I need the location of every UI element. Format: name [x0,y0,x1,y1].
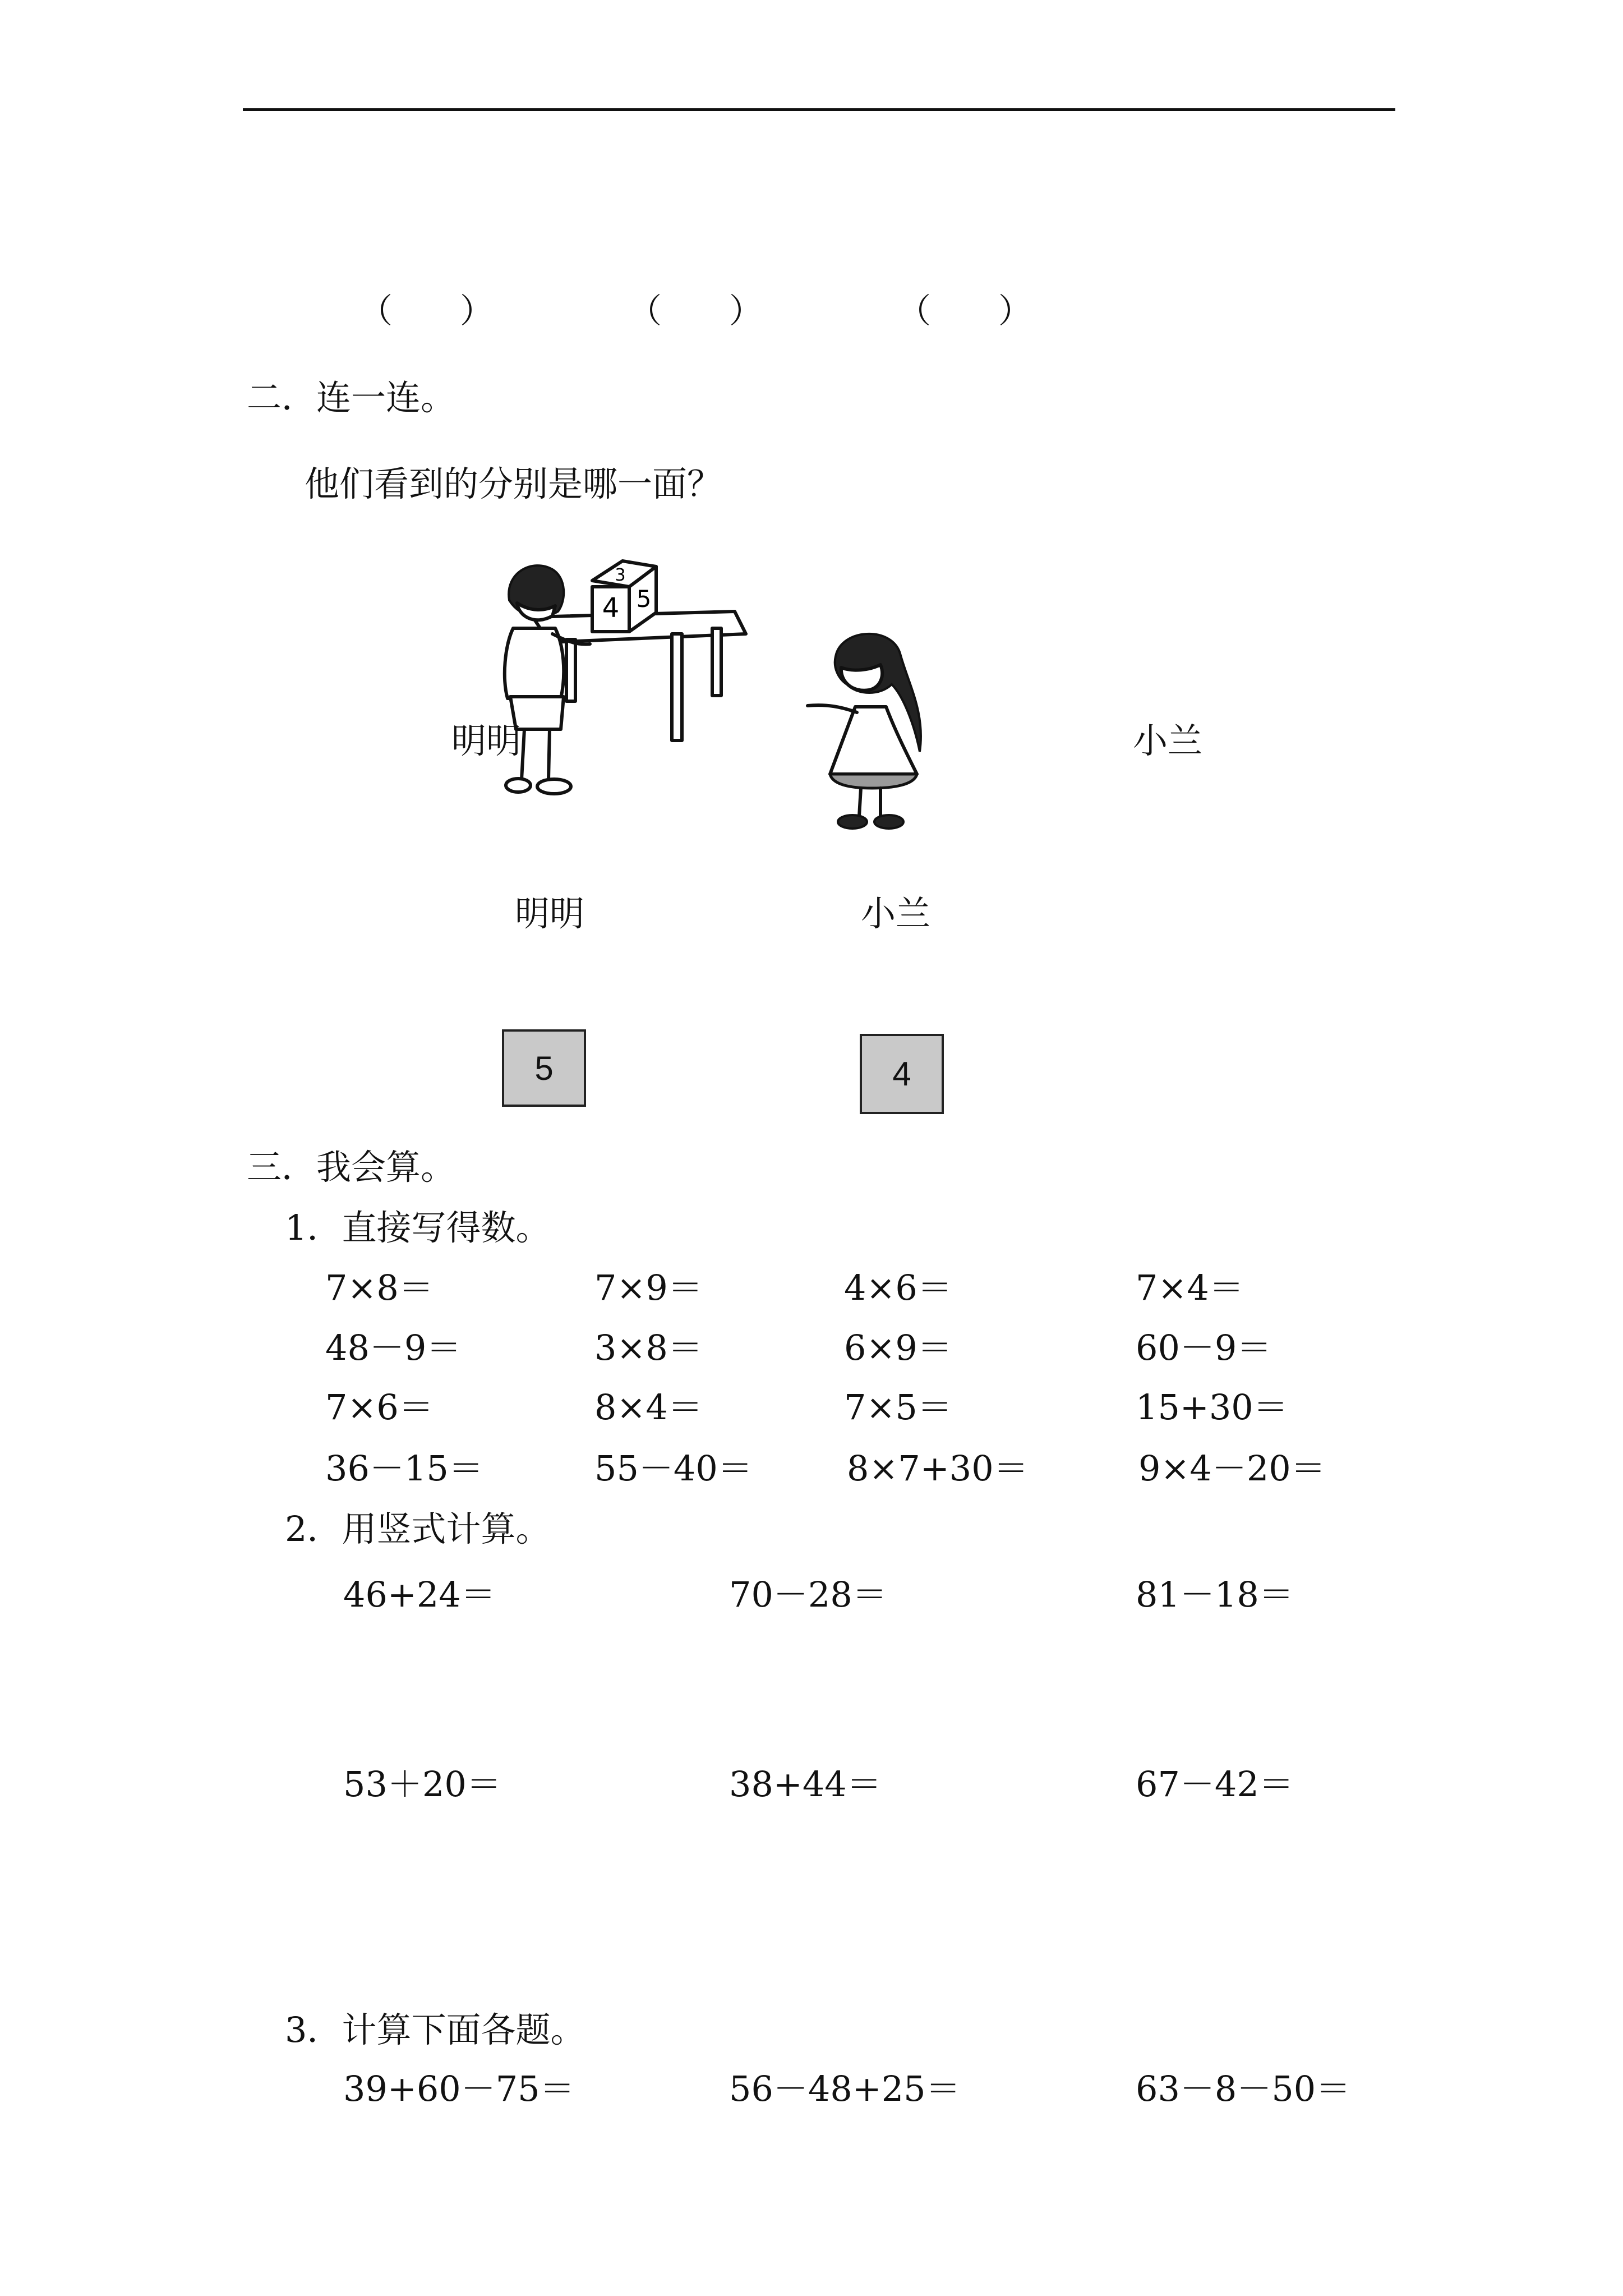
oral-problem: 7×8＝ [325,1267,434,1308]
oral-problem: 7×4＝ [1136,1267,1244,1308]
cube-top-number: 3 [615,565,626,585]
boy-legs [522,729,550,780]
girl-dress [830,707,917,774]
vertical-problem: 38+44＝ [729,1764,882,1805]
oral-problem: 4×6＝ [844,1267,952,1308]
cube-side-number: 5 [636,585,652,613]
cube-front-number: 4 [602,592,620,624]
oral-problem: 7×9＝ [594,1267,703,1308]
vertical-problem: 46+24＝ [343,1574,496,1615]
vertical-problem: 53＋20＝ [343,1764,501,1805]
oral-problem: 9×4－20＝ [1138,1448,1326,1489]
mixed-problem: 39+60－75＝ [343,2068,575,2109]
girl-arm [808,705,857,712]
oral-problem: 36－15＝ [325,1448,483,1489]
girl-legs [859,788,880,816]
header-rule [243,108,1395,111]
vertical-problem: 67－42＝ [1136,1764,1294,1805]
face-card-number: 5 [534,1049,554,1087]
answer-blank-1[interactable]: （ ） [359,292,494,331]
face-card-5[interactable] [502,1029,586,1107]
oral-problem: 7×5＝ [844,1387,952,1428]
part-2-title: 2．用竖式计算。 [285,1508,551,1549]
scene-label-xiaolan: 小兰 [1133,720,1203,761]
oral-problem: 15+30＝ [1136,1387,1288,1428]
vertical-problem: 81－18＝ [1136,1574,1294,1615]
oral-problem: 3×8＝ [594,1327,703,1368]
answer-blank-2[interactable]: （ ） [628,292,763,331]
girl-shoe [838,815,867,829]
caption-mingming[interactable]: 明明 [515,893,585,934]
oral-problem: 6×9＝ [844,1327,952,1368]
vertical-problem: 70－28＝ [729,1574,887,1615]
boy-shirt [505,628,564,698]
section-2-prompt: 他们看到的分别是哪一面？ [305,463,722,504]
oral-problem: 48－9＝ [325,1327,462,1368]
oral-problem: 8×7+30＝ [847,1448,1029,1489]
section-2-heading: 二．连一连。 [247,377,456,418]
part-3-title: 3．计算下面各题。 [285,2009,585,2050]
girl-shoe [874,815,903,829]
caption-xiaolan[interactable]: 小兰 [861,893,931,934]
scene-label-mingming: 明明 [451,720,522,761]
mixed-problem: 56－48+25＝ [729,2068,961,2109]
face-card-number: 4 [892,1055,911,1093]
answer-blank-3[interactable]: （ ） [897,292,1032,331]
oral-problem: 8×4＝ [594,1387,703,1428]
boy-shoe [506,779,531,792]
boy-shoe [537,779,571,794]
boy-table-cube-illustration [482,550,751,819]
part-1-title: 1．直接写得数。 [285,1207,551,1248]
table-leg [566,639,575,701]
girl-face [841,665,882,691]
oral-problem: 60－9＝ [1136,1327,1272,1368]
table-leg [712,628,721,696]
girl-illustration [796,623,965,847]
table-leg [672,634,682,740]
section-3-heading: 三．我会算。 [247,1147,456,1188]
oral-problem: 7×6＝ [325,1387,434,1428]
face-card-4[interactable] [860,1034,944,1114]
girl-dress-hem [830,774,917,788]
oral-problem: 55－40＝ [594,1448,753,1489]
mixed-problem: 63－8－50＝ [1136,2068,1351,2109]
